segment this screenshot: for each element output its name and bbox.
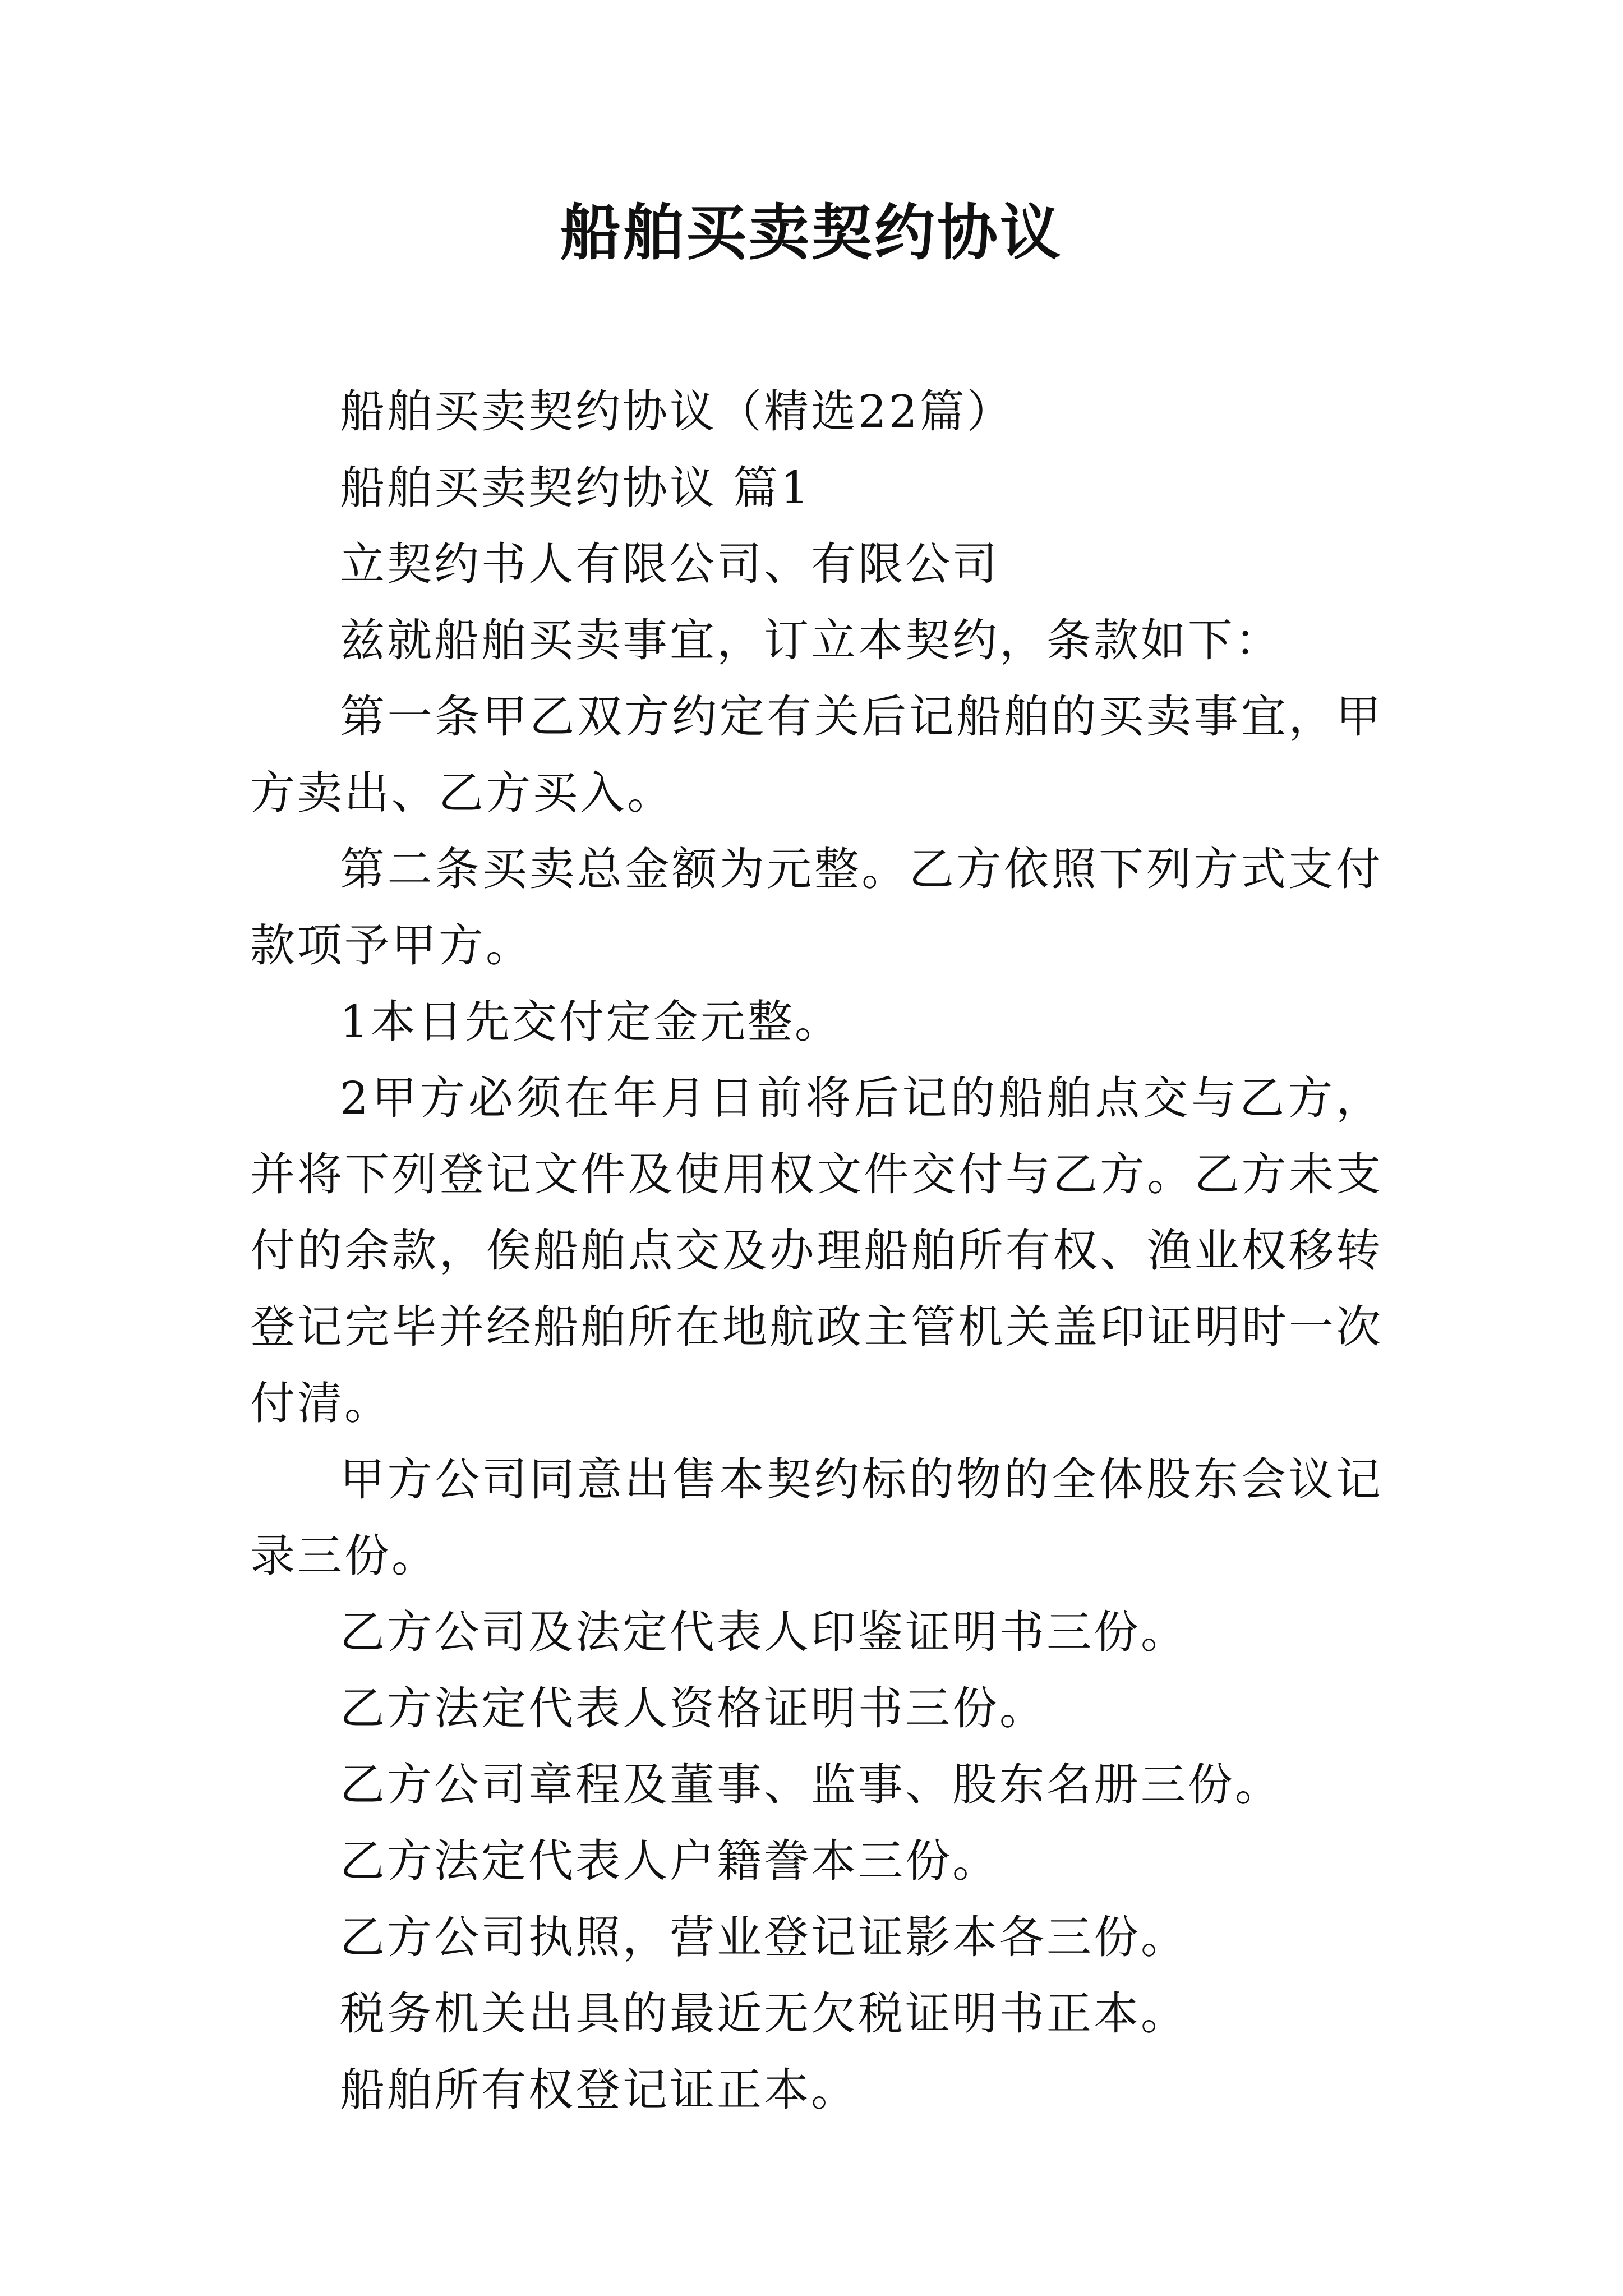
- paragraph-item-2: 2甲方必须在年月日前将后记的船舶点交与乙方，并将下列登记文件及使用权文件交付与乙方。乙方未支付的余款，俟船舶点交及办理船舶所有权、渔业权移转登记完毕并经船舶所在地航政主管机关盖印证明时一次付清。: [250, 1072, 1383, 1429]
- paragraph-section-heading: 船舶买卖契约协议 篇1: [340, 462, 811, 514]
- paragraph-doc-articles-of-association: 乙方公司章程及董事、监事、股东名册三份。: [340, 1759, 1282, 1811]
- paragraph-article-1: 第一条甲乙双方约定有关后记船舶的买卖事宜，甲方卖出、乙方买入。: [250, 691, 1383, 819]
- paragraph-doc-representative-qualification: 乙方法定代表人资格证明书三份。: [340, 1682, 1046, 1734]
- paragraph-doc-ownership-certificate: 船舶所有权登记证正本。: [340, 2064, 858, 2116]
- paragraph-article-2: 第二条买卖总金额为元整。乙方依照下列方式支付款项予甲方。: [250, 843, 1383, 972]
- paragraph-doc-seal-certificate: 乙方公司及法定代表人印鉴证明书三份。: [340, 1606, 1188, 1658]
- paragraph-doc-business-license: 乙方公司执照，营业登记证影本各三份。: [340, 1911, 1188, 1963]
- document-title: 船舶买卖契约协议: [560, 197, 1063, 268]
- document-body: [250, 374, 1383, 2128]
- paragraph-preamble: 兹就船舶买卖事宜，订立本契约，条款如下：: [340, 614, 1282, 666]
- paragraph-parties: 立契约书人有限公司、有限公司: [340, 538, 999, 590]
- paragraph-doc-household-register: 乙方法定代表人户籍誊本三份。: [340, 1835, 999, 1887]
- paragraph-doc-tax-certificate: 税务机关出具的最近无欠税证明书正本。: [340, 1987, 1188, 2040]
- paragraph-subtitle: 船舶买卖契约协议（精选22篇）: [340, 385, 1014, 438]
- paragraph-item-1: 1本日先交付定金元整。: [340, 996, 842, 1048]
- paragraph-doc-shareholder-minutes: 甲方公司同意出售本契约标的物的全体股东会议记录三份。: [250, 1453, 1383, 1582]
